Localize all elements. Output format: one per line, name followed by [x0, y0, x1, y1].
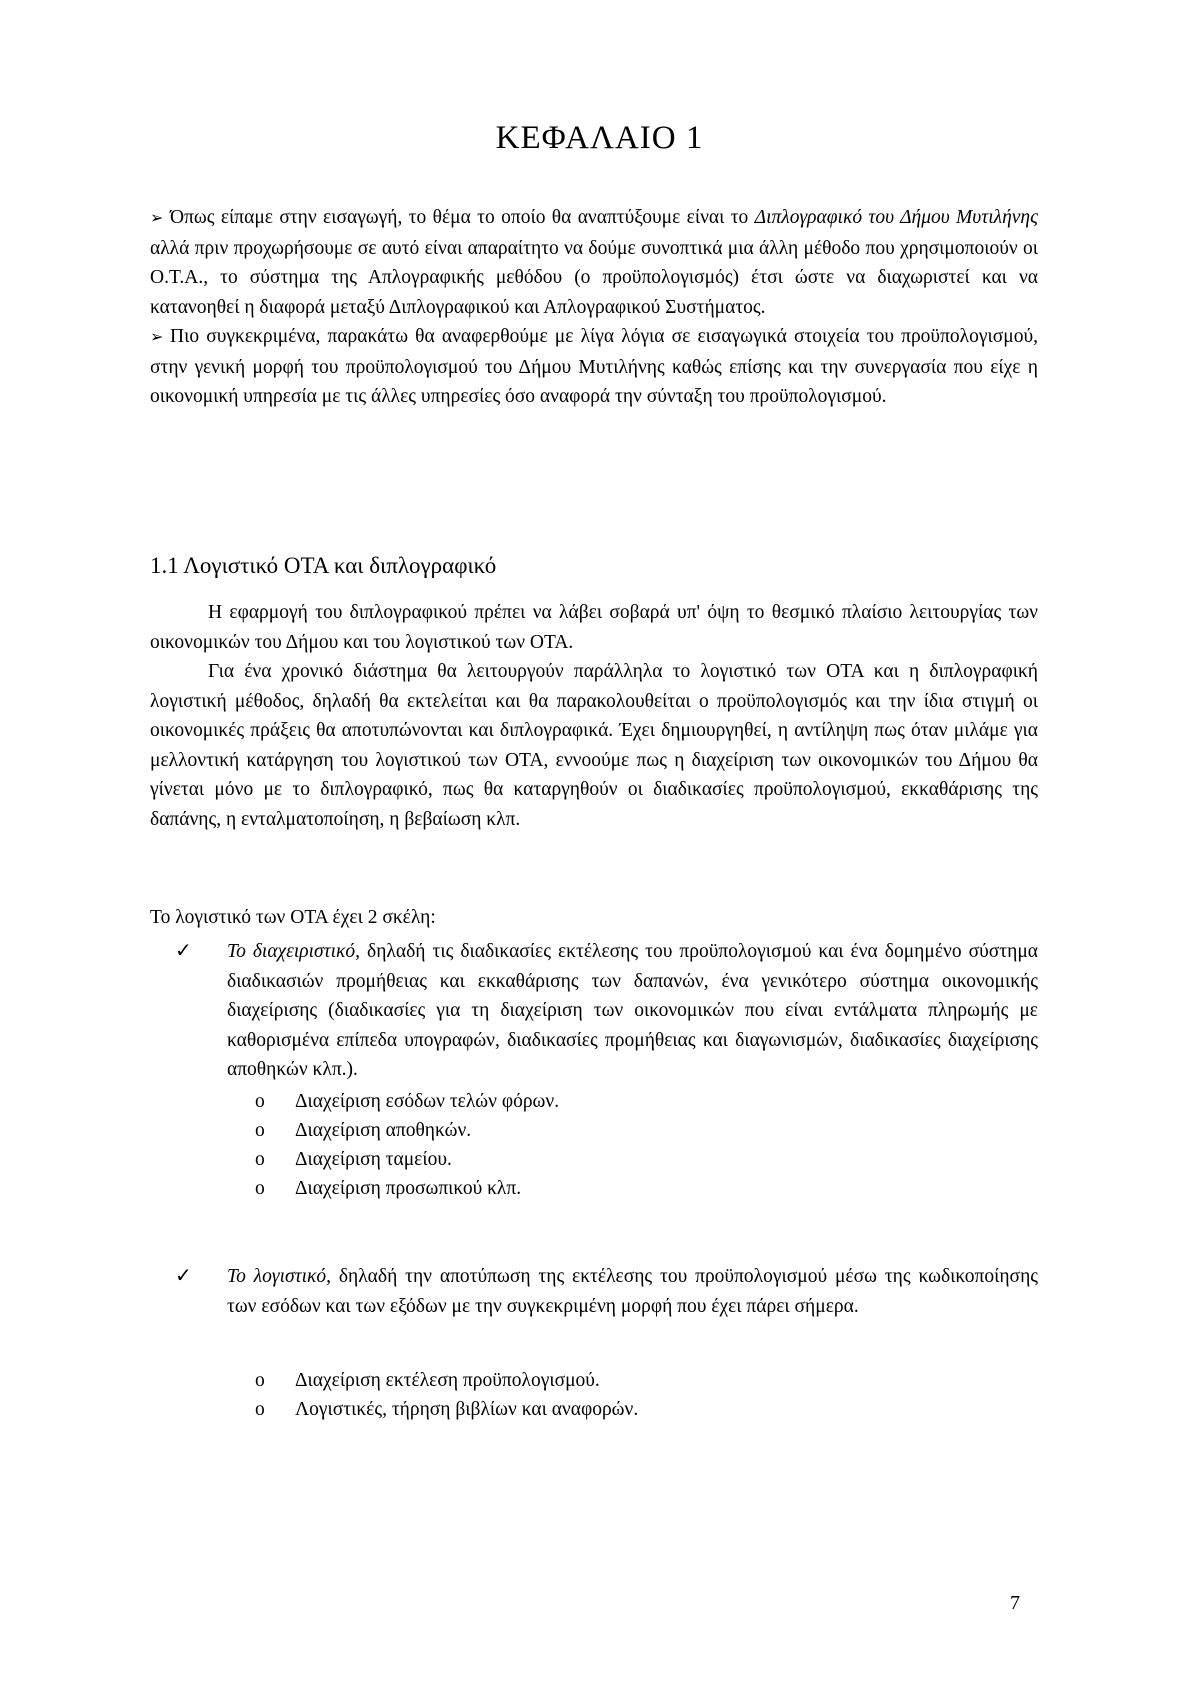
list-item: o Διαχείριση αποθηκών.: [255, 1116, 559, 1145]
italic-term: Διπλογραφικό του Δήμου Μυτιλήνης: [754, 207, 1039, 228]
sub-list-management: [255, 1087, 559, 1203]
page-number: 7: [1010, 1592, 1020, 1614]
list-item: o Λογιστικές, τήρηση βιβλίων και αναφορών.: [255, 1395, 638, 1424]
checkmark-icon: ✓: [175, 1265, 192, 1287]
intro-section: [150, 203, 1038, 412]
section-body: [150, 598, 1038, 834]
intro-paragraph-2: ➢ Πιο συγκεκριμένα, παρακάτω θα αναφερθούμε με λίγα λόγια σε εισαγωγικά στοιχεία του προϋπολογισμού, στην γενική μορφή του προϋπολογισμού του Δήμου Μυτιλήνης καθώς επίσης και την συνεργασία που είχε η οικονομική υπηρεσία με τις άλλες υπηρεσίες όσο αναφορά την σύνταξη του προϋπολογισμού.: [150, 322, 1038, 412]
intro-paragraph-1: ➢ Όπως είπαμε στην εισαγωγή, το θέμα το οποίο θα αναπτύξουμε είναι το Διπλογραφικό του Δήμου Μυτιλήνης αλλά πριν προχωρήσουμε σε αυτό είναι απαραίτητο να δούμε συνοπτικά μια άλλη μέθοδο που χρησιμοποιούν οι Ο.Τ.Α., το σύστημα της Απλογραφικής μεθόδου (ο προϋπολογισμός) έτσι ώστε να διαχωριστεί και να κατανοηθεί η διαφορά μεταξύ Διπλογραφικού και Απλογραφικού Συστήματος.: [150, 203, 1038, 322]
arrow-bullet-icon: ➢: [150, 329, 164, 346]
two-parts-line: Το λογιστικό των ΟΤΑ έχει 2 σκέλη:: [150, 907, 436, 928]
checkmark-icon: ✓: [175, 940, 192, 962]
body-paragraph-1: Η εφαρμογή του διπλογραφικού πρέπει να λάβει σοβαρά υπ' όψη το θεσμικό πλαίσιο λειτουργίας των οικονομικών του Δήμου και του λογιστικού των ΟΤΑ.: [150, 602, 1038, 653]
check-item-accounting: ✓ Το λογιστικό, δηλαδή την αποτύπωση της εκτέλεσης του προϋπολογισμού μέσω της κωδικοποίησης των εσόδων και των εξόδων με την συγκεκριμένη μορφή που έχει πάρει σήμερα.: [175, 1262, 1038, 1321]
circle-bullet-icon: o: [255, 1149, 265, 1170]
list-item: o Διαχείριση προσωπικού κλπ.: [255, 1174, 559, 1203]
list-item: o Διαχείριση εσόδων τελών φόρων.: [255, 1087, 559, 1116]
circle-bullet-icon: o: [255, 1178, 265, 1199]
circle-bullet-icon: o: [255, 1399, 265, 1420]
circle-bullet-icon: o: [255, 1120, 265, 1141]
circle-bullet-icon: o: [255, 1091, 265, 1112]
check-item-management: ✓ Το διαχειριστικό, δηλαδή τις διαδικασίες εκτέλεσης του προϋπολογισμού και ένα δομημένο σύστημα διαδικασιών προμήθειας και εκκαθάρισης των δαπανών, ένα γενικότερο σύστημα οικονομικής διαχείρισης (διαδικασίες για τη διαχείριση των οικονομικών που είναι εντάλματα πληρωμής με καθορισμένα επίπεδα υπογραφών, διαδικασίες προμήθειας και διαγωνισμών, διαδικασίες διαχείρισης αποθηκών κλπ.).: [175, 937, 1038, 1085]
body-paragraph-2: Για ένα χρονικό διάστημα θα λειτουργούν παράλληλα το λογιστικό των ΟΤΑ και η διπλογραφική λογιστική μέθοδος, δηλαδή θα εκτελείται και θα παρακολουθείται ο προϋπολογισμός και την ίδια στιγμή οι οικονομικές πράξεις θα αποτυπώνονται και διπλογραφικά. Έχει δημιουργηθεί, η αντίληψη πως όταν μιλάμε για μελλοντική κατάργηση του λογιστικού των ΟΤΑ, εννοούμε πως η διαχείριση των οικονομικών του Δήμου θα γίνεται μόνο με το διπλογραφικό, πως θα καταργηθούν οι διαδικασίες προϋπολογισμού, εκκαθάρισης της δαπάνης, η ενταλματοποίηση, η βεβαίωση κλπ.: [150, 661, 1038, 830]
list-item: o Διαχείριση ταμείου.: [255, 1145, 559, 1174]
section-heading: 1.1 Λογιστικό ΟΤΑ και διπλογραφικό: [150, 553, 497, 578]
list-item: o Διαχείριση εκτέλεση προϋπολογισμού.: [255, 1366, 638, 1395]
arrow-bullet-icon: ➢: [150, 210, 164, 227]
chapter-title: ΚΕΦΑΛΑΙΟ 1: [495, 120, 704, 156]
circle-bullet-icon: o: [255, 1370, 265, 1391]
sub-list-accounting: [255, 1366, 638, 1424]
